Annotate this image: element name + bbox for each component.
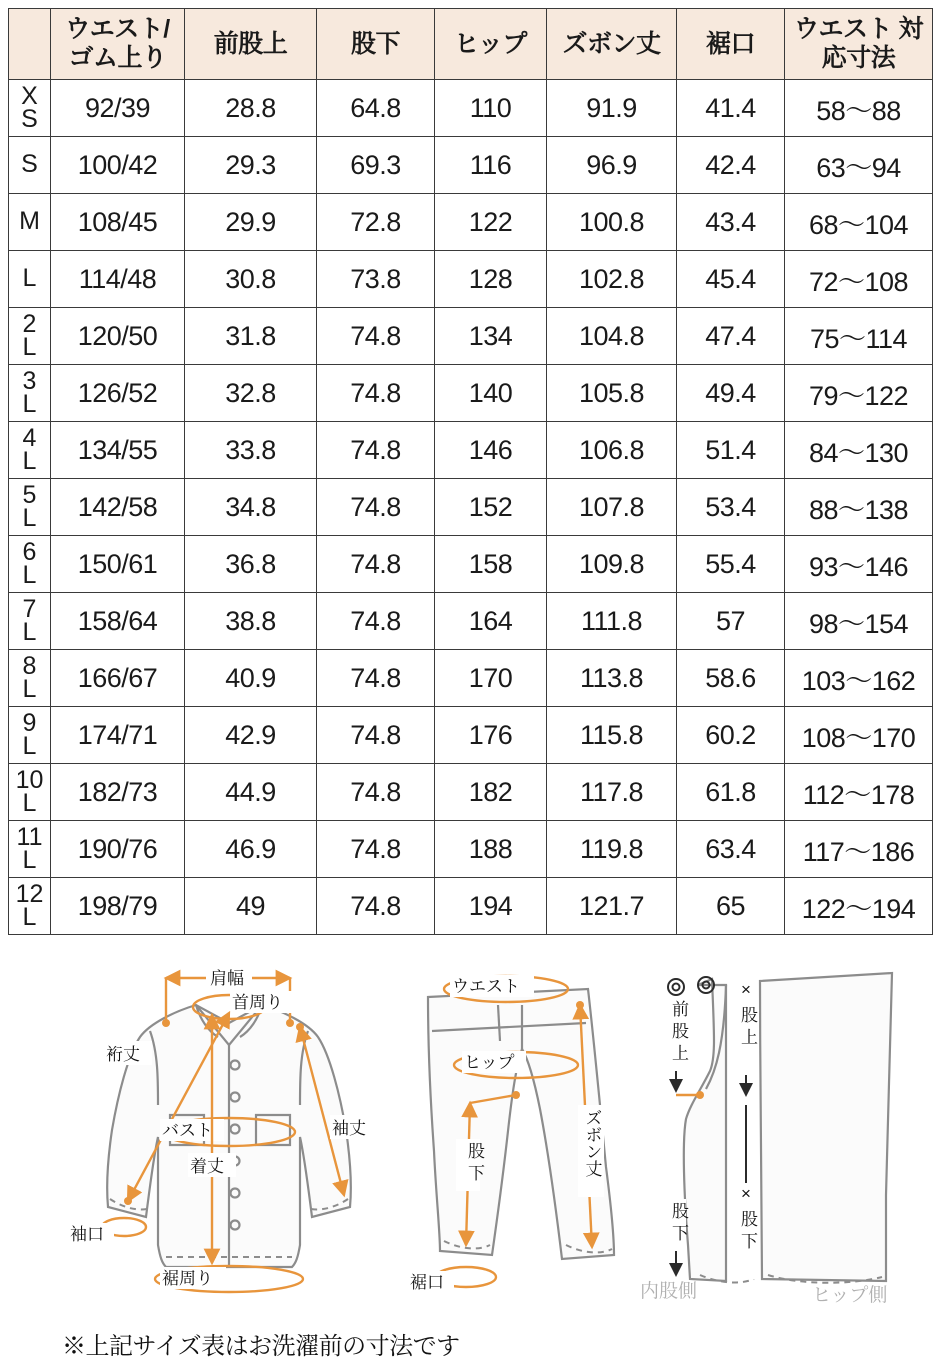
label-front-rise-line2: 股 [672, 1022, 689, 1041]
cell-front-rise: 31.8 [185, 308, 317, 365]
size-line1: 12 [15, 879, 44, 908]
size-line2: L [22, 390, 37, 418]
size-line1: 5 [22, 480, 37, 509]
label-pants-waist: ウエスト [452, 977, 520, 996]
cell-front-rise: 29.3 [185, 137, 317, 194]
size-line2: L [22, 846, 37, 874]
size-line2: L [22, 333, 37, 361]
cell-hem: 65 [677, 878, 785, 935]
illustration-svg [0, 945, 940, 1365]
cell-pants-length: 96.9 [547, 137, 677, 194]
cell-front-rise: 30.8 [185, 251, 317, 308]
cell-waist: 108/45 [51, 194, 185, 251]
cell-inseam: 74.8 [317, 308, 435, 365]
cell-waist-fit: 103〜162 [785, 650, 933, 707]
size-table [8, 8, 933, 935]
column-header-waist-line1: ウエスト/ [65, 15, 170, 43]
cell-front-rise: 29.9 [185, 194, 317, 251]
cell-waist: 142/58 [51, 479, 185, 536]
column-header-waist [51, 9, 185, 80]
rise-detail-illustration [640, 973, 892, 1306]
cell-hem: 61.8 [677, 764, 785, 821]
cell-hip: 170 [435, 650, 547, 707]
cell-hem: 57 [677, 593, 785, 650]
cell-waist-fit: 72〜108 [785, 251, 933, 308]
size-line2: L [22, 675, 37, 703]
cell-waist: 150/61 [51, 536, 185, 593]
cell-waist: 134/55 [51, 422, 185, 479]
table-row [9, 878, 933, 935]
cell-hem: 63.4 [677, 821, 785, 878]
cell-size [9, 593, 51, 650]
cell-size [9, 650, 51, 707]
table-row [9, 536, 933, 593]
cell-waist-fit: 84〜130 [785, 422, 933, 479]
cell-waist: 174/71 [51, 707, 185, 764]
label-sleeve-length: 袖丈 [332, 1119, 366, 1138]
table-row [9, 422, 933, 479]
jacket-illustration [68, 965, 378, 1292]
table-row [9, 137, 933, 194]
cell-hem: 45.4 [677, 251, 785, 308]
cell-waist: 126/52 [51, 365, 185, 422]
size-line1: 2 [22, 309, 37, 338]
cell-size [9, 308, 51, 365]
cell-inseam: 74.8 [317, 650, 435, 707]
column-header-size [9, 9, 51, 80]
cell-inseam: 73.8 [317, 251, 435, 308]
cell-waist: 92/39 [51, 80, 185, 137]
cell-pants-length: 104.8 [547, 308, 677, 365]
label-detail-inseam2-line1: 股 [741, 1210, 758, 1229]
cell-pants-length: 102.8 [547, 251, 677, 308]
cell-size [9, 821, 51, 878]
cell-size [9, 764, 51, 821]
cell-front-rise: 42.9 [185, 707, 317, 764]
size-line1: M [19, 207, 40, 236]
cell-inseam: 74.8 [317, 707, 435, 764]
cell-size [9, 422, 51, 479]
cell-inseam: 64.8 [317, 80, 435, 137]
cell-hem: 60.2 [677, 707, 785, 764]
pants-illustration [408, 975, 614, 1293]
cell-front-rise: 28.8 [185, 80, 317, 137]
cell-waist-fit: 98〜154 [785, 593, 933, 650]
cell-waist-fit: 112〜178 [785, 764, 933, 821]
cell-waist: 158/64 [51, 593, 185, 650]
table-row [9, 194, 933, 251]
table-row [9, 365, 933, 422]
size-line1: 11 [16, 822, 43, 851]
table-row [9, 764, 933, 821]
size-line2: L [22, 447, 37, 475]
label-pants-hip: ヒップ [464, 1053, 515, 1072]
size-line1: 3 [22, 366, 37, 395]
cell-size [9, 194, 51, 251]
label-body-length: 着丈 [190, 1157, 224, 1176]
measurement-illustrations [0, 945, 940, 1365]
cell-waist-fit: 79〜122 [785, 365, 933, 422]
size-line2: L [22, 561, 37, 589]
cell-inseam: 69.3 [317, 137, 435, 194]
label-front-rise-line3: 上 [672, 1044, 689, 1063]
footnote: ※上記サイズ表はお洗濯前の寸法です [62, 1333, 460, 1360]
cell-waist: 182/73 [51, 764, 185, 821]
cell-inseam: 74.8 [317, 422, 435, 479]
cell-front-rise: 32.8 [185, 365, 317, 422]
cell-hip: 158 [435, 536, 547, 593]
cell-waist: 190/76 [51, 821, 185, 878]
cell-hem: 58.6 [677, 650, 785, 707]
cell-size [9, 707, 51, 764]
column-header-inseam: 股下 [317, 9, 435, 80]
cell-hip: 128 [435, 251, 547, 308]
label-front-rise-line1: 前 [672, 1000, 689, 1019]
size-line2: L [22, 789, 37, 817]
label-pants-length: ズボン丈 [582, 1109, 602, 1177]
cell-waist-fit: 93〜146 [785, 536, 933, 593]
size-line1: X [21, 81, 38, 110]
size-line2: L [22, 903, 37, 931]
cell-front-rise: 36.8 [185, 536, 317, 593]
cell-inseam: 74.8 [317, 593, 435, 650]
cell-size [9, 479, 51, 536]
label-neck-round: 首周り [232, 993, 283, 1012]
cell-hip: 140 [435, 365, 547, 422]
column-header-waist-fit [785, 9, 933, 80]
column-header-waist-fit-line1: ウエスト [794, 15, 893, 43]
cell-pants-length: 115.8 [547, 707, 677, 764]
cell-pants-length: 113.8 [547, 650, 677, 707]
cell-waist: 114/48 [51, 251, 185, 308]
label-pants-hem: 裾口 [410, 1273, 444, 1292]
cell-hem: 51.4 [677, 422, 785, 479]
cell-front-rise: 46.9 [185, 821, 317, 878]
cell-waist: 198/79 [51, 878, 185, 935]
cell-size [9, 137, 51, 194]
table-row [9, 251, 933, 308]
cell-pants-length: 109.8 [547, 536, 677, 593]
cell-waist-fit: 88〜138 [785, 479, 933, 536]
cell-inseam: 74.8 [317, 878, 435, 935]
cell-inseam: 74.8 [317, 821, 435, 878]
cell-waist: 120/50 [51, 308, 185, 365]
label-pants-inseam-line1: 股 [468, 1142, 485, 1161]
cell-waist: 100/42 [51, 137, 185, 194]
cell-inseam: 74.8 [317, 536, 435, 593]
cell-pants-length: 100.8 [547, 194, 677, 251]
label-inseam-cross: × [741, 1184, 751, 1203]
cell-waist-fit: 117〜186 [785, 821, 933, 878]
size-line2: L [22, 618, 37, 646]
cell-hip: 188 [435, 821, 547, 878]
cell-waist-fit: 58〜88 [785, 80, 933, 137]
label-shoulder-width: 肩幅 [210, 969, 244, 988]
cell-pants-length: 106.8 [547, 422, 677, 479]
cell-hip: 110 [435, 80, 547, 137]
label-rise-line1: 股 [741, 1006, 758, 1025]
cell-hip: 152 [435, 479, 547, 536]
cell-inseam: 72.8 [317, 194, 435, 251]
size-line2: L [22, 504, 37, 532]
cell-front-rise: 34.8 [185, 479, 317, 536]
size-line1: 8 [22, 651, 37, 680]
cell-front-rise: 38.8 [185, 593, 317, 650]
column-header-front-rise: 前股上 [185, 9, 317, 80]
cell-hem: 43.4 [677, 194, 785, 251]
size-line1: 10 [15, 765, 44, 794]
size-line1: 6 [22, 537, 37, 566]
label-rise-line2: 上 [741, 1028, 758, 1047]
cell-front-rise: 33.8 [185, 422, 317, 479]
cell-pants-length: 117.8 [547, 764, 677, 821]
cell-waist-fit: 63〜94 [785, 137, 933, 194]
cell-hem: 49.4 [677, 365, 785, 422]
cell-size [9, 365, 51, 422]
cell-pants-length: 119.8 [547, 821, 677, 878]
cell-hem: 55.4 [677, 536, 785, 593]
table-body [9, 80, 933, 935]
cell-inseam: 74.8 [317, 479, 435, 536]
cell-hip: 146 [435, 422, 547, 479]
label-detail-inseam2-line2: 下 [741, 1232, 758, 1251]
column-header-waist-line2: ゴム上り [68, 44, 167, 72]
column-header-waist-fit-line2: 対応寸法 [821, 15, 923, 72]
cell-pants-length: 91.9 [547, 80, 677, 137]
cell-pants-length: 107.8 [547, 479, 677, 536]
size-line2: L [22, 732, 37, 760]
cell-hip: 134 [435, 308, 547, 365]
column-header-hip: ヒップ [435, 9, 547, 80]
cell-waist-fit: 68〜104 [785, 194, 933, 251]
cell-pants-length: 105.8 [547, 365, 677, 422]
size-line1: 9 [22, 708, 37, 737]
cell-hip: 122 [435, 194, 547, 251]
table-row [9, 593, 933, 650]
cell-hip: 194 [435, 878, 547, 935]
table-row [9, 821, 933, 878]
column-header-hem: 裾口 [677, 9, 785, 80]
cell-front-rise: 44.9 [185, 764, 317, 821]
cell-inseam: 74.8 [317, 365, 435, 422]
cell-size [9, 251, 51, 308]
table-row [9, 308, 933, 365]
size-line1: L [22, 264, 37, 293]
cell-hem: 42.4 [677, 137, 785, 194]
table-header-row [9, 9, 933, 80]
cell-hem: 53.4 [677, 479, 785, 536]
table-row [9, 650, 933, 707]
table-row [9, 707, 933, 764]
cell-waist-fit: 108〜170 [785, 707, 933, 764]
cell-size [9, 80, 51, 137]
cell-hip: 182 [435, 764, 547, 821]
cell-hip: 176 [435, 707, 547, 764]
cell-hem: 41.4 [677, 80, 785, 137]
label-bust: バスト [162, 1121, 213, 1140]
cell-size [9, 536, 51, 593]
cell-hip: 164 [435, 593, 547, 650]
label-yuki-length: 裄丈 [106, 1045, 140, 1064]
size-line1: 4 [22, 423, 37, 452]
column-header-pants-length: ズボン丈 [547, 9, 677, 80]
cell-pants-length: 111.8 [547, 593, 677, 650]
label-detail-inseam-line1: 股 [672, 1202, 689, 1221]
cell-waist-fit: 75〜114 [785, 308, 933, 365]
table-row [9, 479, 933, 536]
cell-pants-length: 121.7 [547, 878, 677, 935]
cell-hem: 47.4 [677, 308, 785, 365]
size-line2: S [21, 105, 38, 133]
cell-front-rise: 40.9 [185, 650, 317, 707]
cell-waist-fit: 122〜194 [785, 878, 933, 935]
label-inner-thigh-side: 内股側 [640, 1281, 698, 1302]
size-line1: 7 [22, 594, 37, 623]
table-row [9, 80, 933, 137]
label-detail-inseam-line2: 下 [672, 1224, 689, 1243]
label-cuff: 袖口 [70, 1225, 104, 1244]
label-hip-side: ヒップ側 [812, 1285, 888, 1306]
label-pants-inseam-line2: 下 [468, 1164, 485, 1183]
size-line1: S [21, 150, 38, 179]
cell-waist: 166/67 [51, 650, 185, 707]
label-rise-cross: × [741, 980, 751, 999]
label-hem-round: 裾周り [162, 1269, 213, 1288]
cell-size [9, 878, 51, 935]
cell-front-rise: 49 [185, 878, 317, 935]
cell-hip: 116 [435, 137, 547, 194]
cell-inseam: 74.8 [317, 764, 435, 821]
